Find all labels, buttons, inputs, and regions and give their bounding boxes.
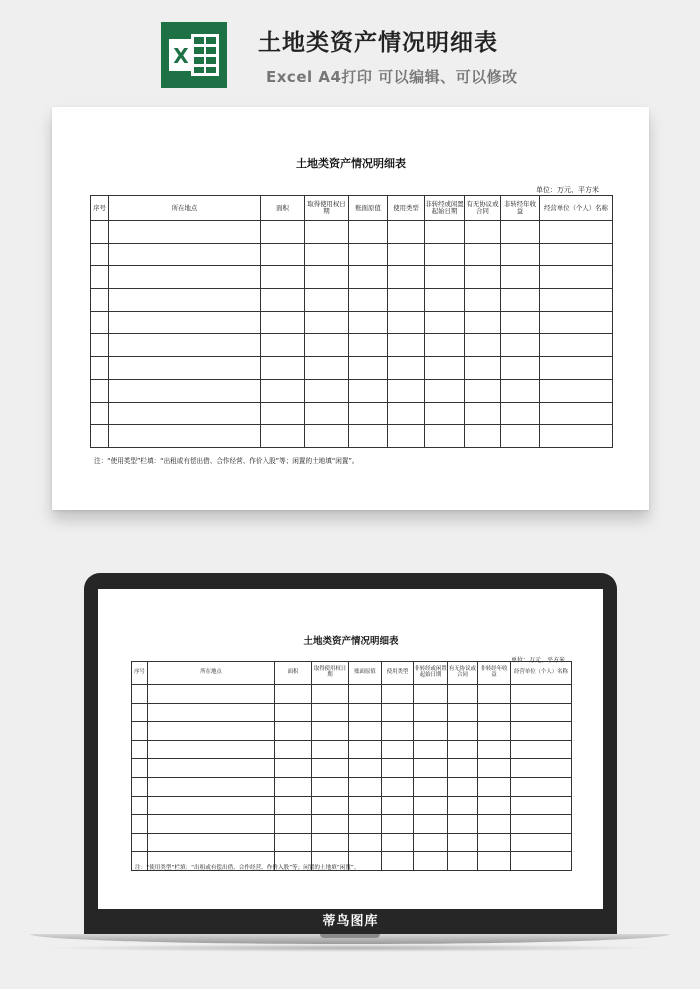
table-cell[interactable] <box>312 685 349 704</box>
column-header: 取得使用权日期 <box>305 196 349 221</box>
svg-text:X: X <box>173 44 189 68</box>
table-cell[interactable] <box>91 402 109 425</box>
table-cell[interactable] <box>261 425 305 448</box>
table-cell[interactable] <box>511 740 572 759</box>
table-cell[interactable] <box>388 357 425 380</box>
table-cell[interactable] <box>305 425 349 448</box>
table-cell[interactable] <box>540 402 613 425</box>
table-cell[interactable] <box>148 759 275 778</box>
table-row <box>132 685 572 704</box>
table-cell[interactable] <box>349 815 382 834</box>
table-cell[interactable] <box>261 243 305 266</box>
table-cell[interactable] <box>275 703 312 722</box>
table-cell[interactable] <box>448 777 478 796</box>
table-header-row <box>91 196 613 221</box>
table-cell[interactable] <box>349 221 388 244</box>
table-cell[interactable] <box>448 740 478 759</box>
table-cell[interactable] <box>382 685 414 704</box>
table-cell[interactable] <box>148 703 275 722</box>
table-cell[interactable] <box>148 777 275 796</box>
table-cell[interactable] <box>312 796 349 815</box>
table-cell[interactable] <box>388 221 425 244</box>
table-cell[interactable] <box>388 266 425 289</box>
laptop-screen <box>98 589 603 909</box>
table-cell[interactable] <box>275 777 312 796</box>
table-cell[interactable] <box>349 357 388 380</box>
table-cell[interactable] <box>388 425 425 448</box>
column-header: 经营单位（个人）名称 <box>511 662 572 685</box>
table-cell[interactable] <box>148 722 275 741</box>
table-cell[interactable] <box>511 796 572 815</box>
table-cell[interactable] <box>540 243 613 266</box>
table-row <box>91 311 613 334</box>
table-cell[interactable] <box>501 334 540 357</box>
table-cell[interactable] <box>261 402 305 425</box>
table-cell[interactable] <box>305 334 349 357</box>
table-cell[interactable] <box>540 357 613 380</box>
table-cell[interactable] <box>275 815 312 834</box>
table-cell[interactable] <box>148 796 275 815</box>
page-title: 土地类资产情况明细表 <box>258 30 498 56</box>
asset-table <box>131 661 572 871</box>
table-cell[interactable] <box>414 833 448 852</box>
table-cell[interactable] <box>349 796 382 815</box>
table-cell[interactable] <box>465 221 501 244</box>
table-cell[interactable] <box>349 833 382 852</box>
table-cell[interactable] <box>414 685 448 704</box>
table-cell[interactable] <box>349 777 382 796</box>
table-cell[interactable] <box>448 796 478 815</box>
table-cell[interactable] <box>448 703 478 722</box>
table-cell[interactable] <box>382 815 414 834</box>
column-header: 非转经年收益 <box>501 196 540 221</box>
table-cell[interactable] <box>540 289 613 312</box>
table-cell[interactable] <box>425 266 465 289</box>
laptop-shadow <box>40 944 660 952</box>
table-row <box>132 833 572 852</box>
table-cell[interactable] <box>465 289 501 312</box>
table-cell[interactable] <box>425 289 465 312</box>
table-cell[interactable] <box>388 402 425 425</box>
column-header: 账面原值 <box>349 662 382 685</box>
column-header: 非转经或闲置起始日期 <box>414 662 448 685</box>
table-row <box>132 740 572 759</box>
table-cell[interactable] <box>275 740 312 759</box>
table-cell[interactable] <box>261 289 305 312</box>
table-cell[interactable] <box>148 833 275 852</box>
table-cell[interactable] <box>478 852 511 871</box>
table-cell[interactable] <box>414 759 448 778</box>
table-cell[interactable] <box>109 334 261 357</box>
table-cell[interactable] <box>448 852 478 871</box>
table-cell[interactable] <box>540 221 613 244</box>
page-subtitle: Excel A4打印 可以编辑、可以修改 <box>266 68 518 86</box>
table-cell[interactable] <box>305 243 349 266</box>
table-body <box>91 221 613 448</box>
table-cell[interactable] <box>478 685 511 704</box>
table-cell[interactable] <box>275 759 312 778</box>
table-cell[interactable] <box>349 685 382 704</box>
column-header: 有无协议或合同 <box>448 662 478 685</box>
column-header: 使用类型 <box>388 196 425 221</box>
column-header: 序号 <box>91 196 109 221</box>
table-cell[interactable] <box>349 289 388 312</box>
table-cell[interactable] <box>91 379 109 402</box>
column-header: 所在地点 <box>148 662 275 685</box>
table-cell[interactable] <box>91 243 109 266</box>
table-cell[interactable] <box>91 311 109 334</box>
table-cell[interactable] <box>305 289 349 312</box>
table-row <box>91 243 613 266</box>
table-cell[interactable] <box>465 402 501 425</box>
table-cell[interactable] <box>501 357 540 380</box>
table-cell[interactable] <box>91 334 109 357</box>
table-cell[interactable] <box>312 815 349 834</box>
column-header: 非转经或闲置起始日期 <box>425 196 465 221</box>
table-cell[interactable] <box>261 334 305 357</box>
table-row <box>132 777 572 796</box>
table-cell[interactable] <box>511 833 572 852</box>
table-cell[interactable] <box>91 289 109 312</box>
table-cell[interactable] <box>414 777 448 796</box>
table-row <box>91 221 613 244</box>
table-cell[interactable] <box>148 685 275 704</box>
table-cell[interactable] <box>425 221 465 244</box>
table-cell[interactable] <box>349 722 382 741</box>
table-cell[interactable] <box>132 777 148 796</box>
table-cell[interactable] <box>132 833 148 852</box>
table-cell[interactable] <box>511 815 572 834</box>
table-cell[interactable] <box>132 685 148 704</box>
table-cell[interactable] <box>388 311 425 334</box>
table-cell[interactable] <box>275 833 312 852</box>
table-cell[interactable] <box>478 833 511 852</box>
table-note: 注：“使用类型”栏填：“出租或有偿出借、合作经营、作价入股”等；闲置的土地填“闲置”。 <box>135 865 360 871</box>
table-cell[interactable] <box>448 833 478 852</box>
table-cell[interactable] <box>349 266 388 289</box>
table-cell[interactable] <box>382 703 414 722</box>
table-cell[interactable] <box>305 221 349 244</box>
table-cell[interactable] <box>132 740 148 759</box>
table-cell[interactable] <box>349 402 388 425</box>
table-cell[interactable] <box>349 703 382 722</box>
unit-label: 单位：万元、平方米 <box>510 657 565 664</box>
table-cell[interactable] <box>312 722 349 741</box>
table-cell[interactable] <box>465 379 501 402</box>
table-cell[interactable] <box>109 425 261 448</box>
table-cell[interactable] <box>109 221 261 244</box>
table-cell[interactable] <box>109 379 261 402</box>
table-row <box>132 722 572 741</box>
table-row <box>91 357 613 380</box>
table-cell[interactable] <box>382 796 414 815</box>
table-cell[interactable] <box>275 722 312 741</box>
table-cell[interactable] <box>465 425 501 448</box>
table-cell[interactable] <box>261 266 305 289</box>
table-row <box>132 815 572 834</box>
table-cell[interactable] <box>305 266 349 289</box>
table-row <box>91 334 613 357</box>
table-cell[interactable] <box>540 311 613 334</box>
table-cell[interactable] <box>148 815 275 834</box>
table-header-row <box>132 662 572 685</box>
table-cell[interactable] <box>132 703 148 722</box>
table-row <box>132 796 572 815</box>
table-cell[interactable] <box>425 334 465 357</box>
table-cell[interactable] <box>425 379 465 402</box>
table-cell[interactable] <box>132 815 148 834</box>
table-cell[interactable] <box>511 852 572 871</box>
table-row <box>91 289 613 312</box>
table-cell[interactable] <box>465 311 501 334</box>
table-cell[interactable] <box>414 722 448 741</box>
table-cell[interactable] <box>91 425 109 448</box>
table-cell[interactable] <box>511 722 572 741</box>
table-cell[interactable] <box>425 357 465 380</box>
table-cell[interactable] <box>91 221 109 244</box>
table-cell[interactable] <box>448 722 478 741</box>
table-cell[interactable] <box>414 815 448 834</box>
column-header: 所在地点 <box>109 196 261 221</box>
table-cell[interactable] <box>312 777 349 796</box>
table-cell[interactable] <box>275 685 312 704</box>
table-cell[interactable] <box>382 777 414 796</box>
laptop-watermark: 蒂鸟图库 <box>84 909 617 934</box>
table-cell[interactable] <box>382 852 414 871</box>
table-cell[interactable] <box>275 796 312 815</box>
table-cell[interactable] <box>465 266 501 289</box>
table-cell[interactable] <box>414 703 448 722</box>
table-cell[interactable] <box>501 266 540 289</box>
table-cell[interactable] <box>349 740 382 759</box>
table-cell[interactable] <box>382 740 414 759</box>
table-cell[interactable] <box>478 740 511 759</box>
table-row <box>91 379 613 402</box>
table-cell[interactable] <box>388 289 425 312</box>
table-cell[interactable] <box>261 379 305 402</box>
table-cell[interactable] <box>540 425 613 448</box>
table-cell[interactable] <box>132 796 148 815</box>
table-cell[interactable] <box>109 402 261 425</box>
column-header: 账面原值 <box>349 196 388 221</box>
laptop-notch <box>320 934 380 938</box>
table-cell[interactable] <box>478 759 511 778</box>
table-cell[interactable] <box>511 759 572 778</box>
table-cell[interactable] <box>109 243 261 266</box>
table-cell[interactable] <box>448 759 478 778</box>
table-cell[interactable] <box>109 266 261 289</box>
table-cell[interactable] <box>501 243 540 266</box>
table-cell[interactable] <box>349 425 388 448</box>
table-cell[interactable] <box>349 311 388 334</box>
table-cell[interactable] <box>425 425 465 448</box>
table-cell[interactable] <box>312 759 349 778</box>
column-header: 取得使用权日期 <box>312 662 349 685</box>
table-cell[interactable] <box>501 311 540 334</box>
table-body <box>132 685 572 871</box>
column-header: 面积 <box>261 196 305 221</box>
table-cell[interactable] <box>349 243 388 266</box>
table-cell[interactable] <box>382 833 414 852</box>
table-cell[interactable] <box>478 777 511 796</box>
table-cell[interactable] <box>540 379 613 402</box>
table-cell[interactable] <box>305 311 349 334</box>
table-row <box>91 266 613 289</box>
table-cell[interactable] <box>478 703 511 722</box>
table-cell[interactable] <box>312 740 349 759</box>
table-row <box>132 703 572 722</box>
table-cell[interactable] <box>91 266 109 289</box>
table-cell[interactable] <box>540 334 613 357</box>
column-header: 面积 <box>275 662 312 685</box>
table-cell[interactable] <box>388 379 425 402</box>
table-cell[interactable] <box>109 311 261 334</box>
table-cell[interactable] <box>305 402 349 425</box>
table-cell[interactable] <box>109 357 261 380</box>
unit-label: 单位：万元、平方米 <box>536 186 599 194</box>
table-cell[interactable] <box>305 357 349 380</box>
table-cell[interactable] <box>465 334 501 357</box>
table-cell[interactable] <box>91 357 109 380</box>
table-cell[interactable] <box>148 740 275 759</box>
sheet-title: 土地类资产情况明细表 <box>296 157 406 170</box>
table-cell[interactable] <box>414 796 448 815</box>
column-header: 经营单位（个人）名称 <box>540 196 613 221</box>
table-cell[interactable] <box>511 777 572 796</box>
table-cell[interactable] <box>448 685 478 704</box>
table-cell[interactable] <box>540 266 613 289</box>
table-cell[interactable] <box>478 722 511 741</box>
table-cell[interactable] <box>501 289 540 312</box>
table-cell[interactable] <box>109 289 261 312</box>
table-cell[interactable] <box>425 311 465 334</box>
table-cell[interactable] <box>501 379 540 402</box>
table-cell[interactable] <box>511 703 572 722</box>
table-cell[interactable] <box>414 852 448 871</box>
table-cell[interactable] <box>132 759 148 778</box>
table-cell[interactable] <box>261 221 305 244</box>
table-cell[interactable] <box>382 722 414 741</box>
table-cell[interactable] <box>465 357 501 380</box>
table-cell[interactable] <box>132 722 148 741</box>
table-cell[interactable] <box>382 759 414 778</box>
table-cell[interactable] <box>312 703 349 722</box>
table-cell[interactable] <box>511 685 572 704</box>
excel-logo-icon <box>161 22 227 88</box>
table-cell[interactable] <box>305 379 349 402</box>
column-header: 使用类型 <box>382 662 414 685</box>
table-cell[interactable] <box>349 759 382 778</box>
sheet-title: 土地类资产情况明细表 <box>303 636 399 647</box>
table-cell[interactable] <box>312 833 349 852</box>
column-header: 序号 <box>132 662 148 685</box>
sheet-preview-paper <box>52 107 649 510</box>
table-cell[interactable] <box>349 379 388 402</box>
table-cell[interactable] <box>414 740 448 759</box>
table-row <box>132 759 572 778</box>
table-cell[interactable] <box>478 815 511 834</box>
table-cell[interactable] <box>388 243 425 266</box>
table-cell[interactable] <box>388 334 425 357</box>
table-cell[interactable] <box>261 357 305 380</box>
table-cell[interactable] <box>349 334 388 357</box>
table-cell[interactable] <box>425 243 465 266</box>
column-header: 非转经年收益 <box>478 662 511 685</box>
table-cell[interactable] <box>478 796 511 815</box>
table-cell[interactable] <box>448 815 478 834</box>
table-row <box>91 402 613 425</box>
table-cell[interactable] <box>501 425 540 448</box>
table-row <box>91 425 613 448</box>
table-note: 注：“使用类型”栏填：“出租或有偿出借、合作经营、作价入股”等；闲置的土地填“闲置”。 <box>94 457 359 465</box>
table-cell[interactable] <box>465 243 501 266</box>
table-cell[interactable] <box>501 221 540 244</box>
column-header: 有无协议或合同 <box>465 196 501 221</box>
table-cell[interactable] <box>501 402 540 425</box>
asset-table <box>90 195 613 448</box>
table-cell[interactable] <box>261 311 305 334</box>
table-cell[interactable] <box>425 402 465 425</box>
